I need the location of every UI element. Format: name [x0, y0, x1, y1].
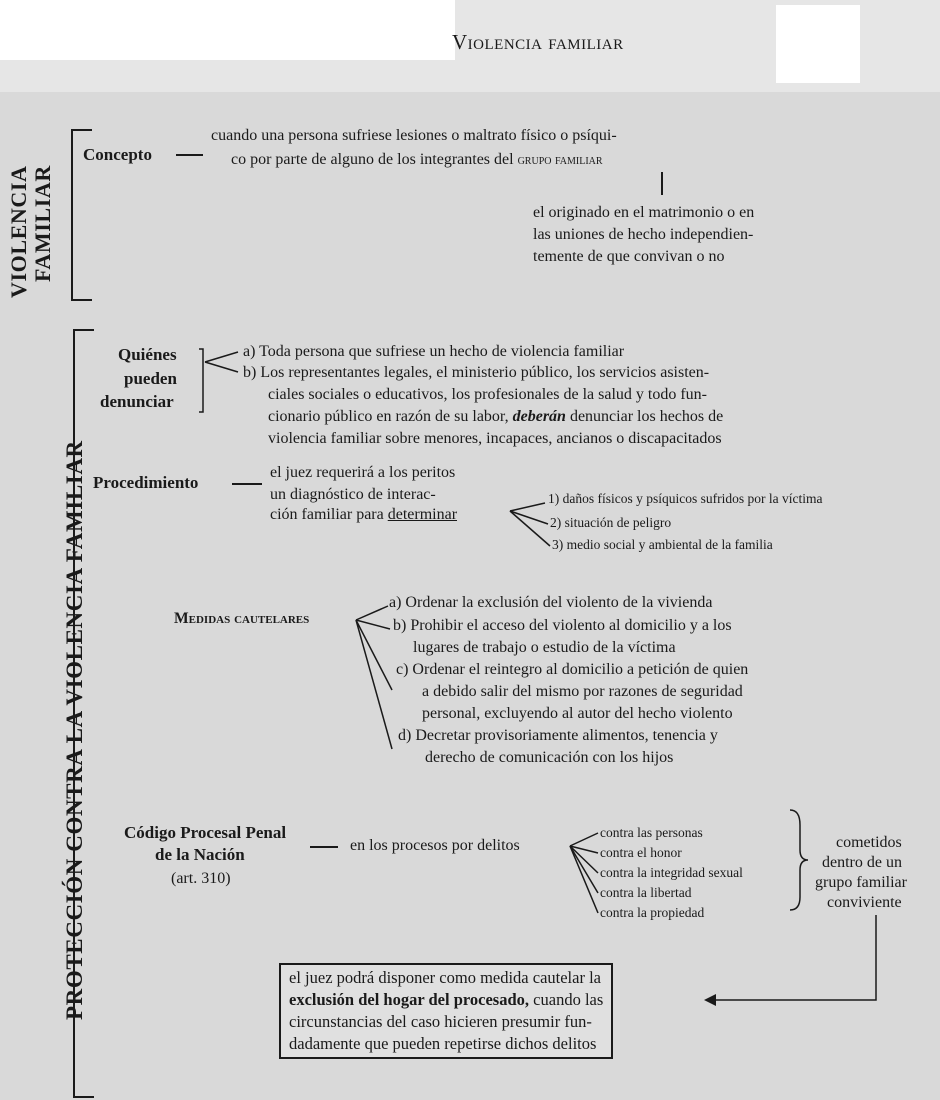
medidas-item-d-line1: d) Decretar provisoriamente alimentos, tenencia y: [398, 727, 718, 744]
quienes-item-b-line4: violencia familiar sobre menores, incapaces, ancianos o discapacitados: [268, 430, 722, 447]
concepto-sub-line3: temente de que convivan o no: [533, 248, 725, 265]
box-line1: el juez podrá disponer como medida cautelar la: [289, 968, 601, 987]
delito-item: contra la integridad sexual: [600, 865, 743, 880]
procedimiento-text-line1: el juez requerirá a los peritos: [270, 464, 456, 481]
section-label-text: PROTECCIÓN CONTRA LA VIOLENCIA FAMILIAR: [62, 440, 87, 1020]
quienes-item-b-line3: [268, 406, 723, 427]
medidas-item-c-line1: c) Ordenar el reintegro al domicilio a petición de quien: [396, 661, 749, 678]
codigo-label-line1: Código Procesal Penal: [124, 823, 287, 842]
codigo-text: en los procesos por delitos: [350, 837, 520, 854]
quienes-label-line1: Quiénes: [118, 345, 177, 364]
concepto-text-line1: cuando una persona sufriese lesiones o maltrato físico o psíqui-: [211, 127, 617, 144]
section-label-line2: FAMILIAR: [30, 165, 55, 282]
exclusion-note-box: [279, 963, 613, 1059]
delito-item: contra las personas: [600, 825, 703, 840]
quienes-item-b-line2: ciales sociales o educativos, los profesionales de la salud y todo fun-: [268, 386, 707, 403]
concepto-sub-line2: las uniones de hecho independien-: [533, 226, 754, 243]
procedimiento-text-line2: un diagnóstico de interac-: [270, 486, 436, 503]
box-line2-rest: cuando las: [533, 990, 604, 1009]
box-line2: [289, 989, 603, 1011]
box-line2-bold: exclusión del hogar del procesado,: [289, 990, 530, 1009]
medidas-item-c-line2: a debido salir del mismo por razones de seguridad: [422, 683, 743, 700]
box-line4: dadamente que pueden repetirse dichos delitos: [289, 1034, 597, 1053]
medidas-item-d-line2: derecho de comunicación con los hijos: [425, 749, 674, 766]
concepto-text-line2: [231, 149, 603, 171]
quienes-label-line2: pueden: [124, 369, 177, 388]
cometidos-line2: dentro de un: [822, 854, 902, 871]
cometidos-line3: grupo familiar: [815, 874, 907, 891]
delito-item: contra la propiedad: [600, 905, 705, 920]
procedimiento-text-line3-pre: ción familiar para: [270, 506, 384, 523]
procedimiento-text-line3: [270, 504, 457, 525]
medidas-item-a: a) Ordenar la exclusión del violento de la vivienda: [389, 594, 713, 611]
medidas-item-b-line1: b) Prohibir el acceso del violento al domicilio y a los: [393, 617, 732, 634]
procedimiento-label: Procedimiento: [93, 473, 199, 492]
delito-item: contra el honor: [600, 845, 682, 860]
quienes-item-a: a) Toda persona que sufriese un hecho de violencia familiar: [243, 343, 625, 360]
procedimiento-item-3: 3) medio social y ambiental de la familia: [552, 537, 773, 552]
quienes-item-b-line1: b) Los representantes legales, el ministerio público, los servicios asisten-: [243, 364, 710, 381]
concepto-text-line2-main: co por parte de alguno de los integrantes del: [231, 151, 514, 168]
concepto-label-text: Concepto: [83, 145, 152, 164]
codigo-label-line3: (art. 310): [171, 870, 231, 887]
codigo-label-line2: de la Nación: [155, 845, 245, 864]
box-line3: circunstancias del caso hicieren presumir fun-: [289, 1012, 592, 1031]
quienes-b3-pre: cionario público en razón de su labor,: [268, 408, 509, 425]
section-label-line1: VIOLENCIA: [6, 165, 31, 298]
concepto-sub-line1: el originado en el matrimonio o en: [533, 204, 755, 221]
medidas-item-b-line2: lugares de trabajo o estudio de la víctima: [413, 639, 676, 656]
medidas-label: Medidas cautelares: [174, 610, 310, 627]
procedimiento-determinar: determinar: [387, 506, 458, 523]
quienes-b3-em: deberán: [512, 408, 566, 425]
quienes-label-line3: denunciar: [100, 392, 174, 411]
medidas-item-c-line3: personal, excluyendo al autor del hecho violento: [422, 705, 733, 722]
quienes-b3-post: denunciar los hechos de: [569, 408, 724, 425]
grupo-familiar-term: grupo familiar: [517, 153, 603, 168]
procedimiento-item-1: 1) daños físicos y psíquicos sufridos por la víctima: [548, 491, 823, 506]
cometidos-line1: cometidos: [836, 834, 902, 851]
delito-item: contra la libertad: [600, 885, 692, 900]
procedimiento-item-2: 2) situación de peligro: [550, 515, 672, 530]
cometidos-line4: conviviente: [827, 894, 902, 911]
page-title: Violencia familiar: [452, 30, 624, 54]
